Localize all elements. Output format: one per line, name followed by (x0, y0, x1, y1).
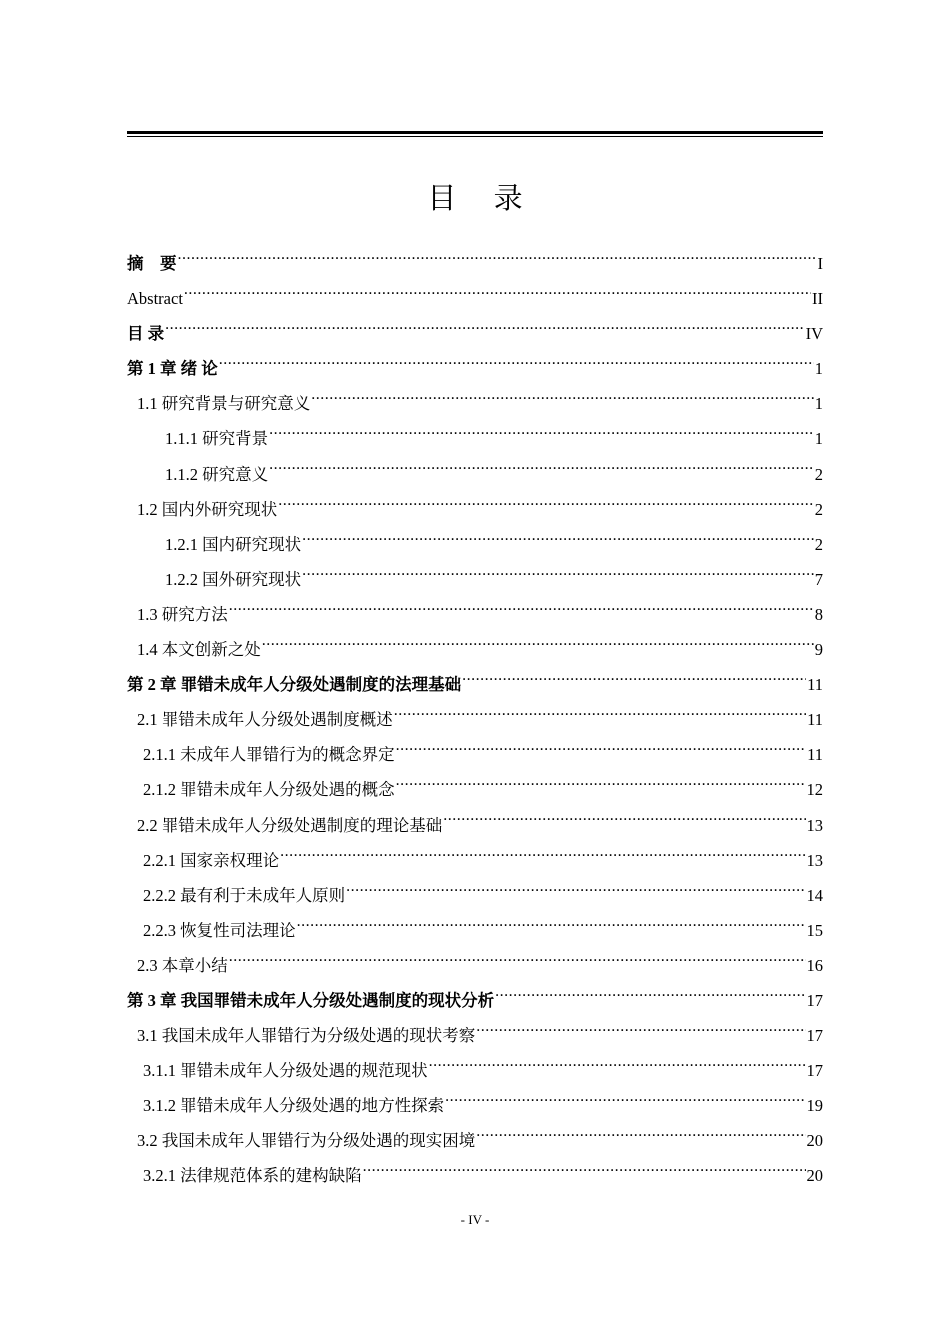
toc-entry[interactable] (127, 527, 823, 562)
toc-entry[interactable] (127, 421, 823, 456)
toc-entry-page-number: 12 (806, 780, 823, 800)
toc-entry-page-number: 2 (814, 499, 823, 519)
toc-entry[interactable] (127, 632, 823, 667)
toc-dot-leader (184, 288, 811, 305)
toc-entry-label: 1.1.2 研究意义 (165, 464, 269, 484)
toc-entry-page-number: 14 (806, 885, 823, 905)
toc-entry-page-number: 13 (806, 850, 823, 870)
toc-entry-label: 2.3 本章小结 (137, 955, 228, 975)
toc-dot-leader (178, 253, 817, 270)
toc-dot-leader (269, 463, 814, 480)
toc-entry[interactable] (127, 702, 823, 737)
toc-entry-label: 3.2 我国未成年人罪错行为分级处遇的现实困境 (137, 1131, 476, 1151)
toc-entry-label: 2.2.1 国家亲权理论 (143, 850, 280, 870)
toc-dot-leader (280, 849, 805, 866)
toc-dot-leader (165, 323, 804, 340)
toc-entry-page-number: 20 (806, 1166, 823, 1186)
toc-entry-page-number: 11 (807, 745, 823, 765)
toc-dot-leader (278, 498, 814, 515)
toc-entry-label: 1.1.1 研究背景 (165, 429, 269, 449)
toc-entry-label: 1.3 研究方法 (137, 604, 228, 624)
toc-entry-label: 2.2.3 恢复性司法理论 (143, 920, 296, 940)
toc-entry-label: 第 2 章 罪错未成年人分级处遇制度的法理基础 (127, 675, 462, 695)
toc-dot-leader (297, 919, 806, 936)
toc-entry-page-number: 17 (806, 990, 823, 1010)
toc-entry-page-number: 1 (814, 429, 823, 449)
toc-entry-label: 3.1.2 罪错未成年人分级处遇的地方性探索 (143, 1096, 445, 1116)
toc-entry[interactable] (127, 843, 823, 878)
toc-entry-page-number: 1 (814, 394, 823, 414)
toc-entry[interactable] (127, 1158, 823, 1193)
toc-entry[interactable] (127, 948, 823, 983)
toc-entry[interactable] (127, 808, 823, 843)
toc-dot-leader (476, 1025, 805, 1042)
toc-dot-leader (346, 884, 805, 901)
toc-dot-leader (476, 1130, 805, 1147)
toc-entry-page-number: 11 (807, 710, 823, 730)
toc-dot-leader (495, 989, 805, 1006)
toc-entry-page-number: 15 (806, 920, 823, 940)
toc-dot-leader (396, 779, 806, 796)
toc-entry-page-number: 20 (806, 1131, 823, 1151)
toc-entry-label: 目 录 (127, 324, 165, 344)
toc-dot-leader (269, 428, 814, 445)
toc-entry-label: 2.1.1 未成年人罪错行为的概念界定 (143, 745, 395, 765)
page-title: 目 录 (427, 181, 537, 215)
toc-entry-label: 1.4 本文创新之处 (137, 640, 261, 660)
toc-dot-leader (262, 639, 814, 656)
toc-entry-page-number: 16 (806, 955, 823, 975)
toc-entry-page-number: I (817, 254, 823, 273)
toc-entry-label: 3.2.1 法律规范体系的建构缺陷 (143, 1166, 362, 1186)
toc-entry-page-number: IV (805, 324, 823, 344)
toc-entry-label: Abstract (127, 289, 183, 309)
toc-entry[interactable] (127, 983, 823, 1018)
toc-entry[interactable] (127, 597, 823, 632)
toc-dot-leader (443, 814, 805, 831)
toc-entry[interactable] (127, 386, 823, 421)
toc-entry-label: 1.1 研究背景与研究意义 (137, 394, 311, 414)
toc-entry-page-number: II (812, 289, 823, 309)
toc-entry[interactable] (127, 492, 823, 527)
toc-dot-leader (462, 674, 806, 691)
toc-dot-leader (311, 393, 814, 410)
toc-entry-label: 1.2 国内外研究现状 (137, 499, 278, 519)
toc-entry-label: 1.2.1 国内研究现状 (165, 534, 302, 554)
toc-dot-leader (302, 568, 814, 585)
toc-entry-label: 第 1 章 绪 论 (127, 359, 218, 379)
toc-entry-label: 2.1.2 罪错未成年人分级处遇的概念 (143, 780, 395, 800)
toc-entry[interactable] (127, 1018, 823, 1053)
toc-dot-leader (394, 709, 806, 726)
toc-dot-leader (396, 744, 806, 761)
toc-entry-page-number: 8 (814, 604, 823, 624)
toc-entry-page-number: 7 (814, 569, 823, 589)
toc-dot-leader (229, 603, 814, 620)
toc-entry-page-number: 19 (806, 1096, 823, 1116)
toc-entry-page-number: 17 (806, 1061, 823, 1081)
toc-entry-page-number: 17 (806, 1026, 823, 1046)
toc-entry-label: 2.2 罪错未成年人分级处遇制度的理论基础 (137, 815, 443, 835)
toc-entry-label: 3.1.1 罪错未成年人分级处遇的规范现状 (143, 1061, 428, 1081)
toc-entry-label: 2.2.2 最有利于未成年人原则 (143, 885, 346, 905)
toc-entry-label: 第 3 章 我国罪错未成年人分级处遇制度的现状分析 (127, 990, 495, 1010)
toc-dot-leader (302, 533, 814, 550)
toc-dot-leader (445, 1095, 805, 1112)
toc-entry[interactable] (127, 1123, 823, 1158)
toc-entry[interactable] (127, 1088, 823, 1123)
toc-entry-page-number: 1 (814, 359, 823, 379)
toc-entry[interactable] (127, 246, 823, 281)
toc-entry[interactable] (127, 913, 823, 948)
toc-entry-label: 2.1 罪错未成年人分级处遇制度概述 (137, 710, 393, 730)
toc-entry[interactable] (127, 667, 823, 702)
header-rule-thick (127, 131, 823, 134)
toc-entry[interactable] (127, 562, 823, 597)
toc-dot-leader (363, 1165, 806, 1182)
table-of-contents (127, 246, 823, 1194)
toc-entry-label: 摘 要 (127, 254, 177, 273)
toc-entry[interactable] (127, 351, 823, 386)
toc-entry[interactable] (127, 772, 823, 807)
toc-entry-page-number: 9 (814, 640, 823, 660)
toc-entry-page-number: 11 (807, 675, 823, 695)
page-number-footer: - IV - (460, 1212, 490, 1227)
toc-entry-page-number: 2 (814, 534, 823, 554)
toc-entry[interactable] (127, 737, 823, 772)
header-rule-thin (127, 136, 823, 137)
toc-entry-label: 3.1 我国未成年人罪错行为分级处遇的现状考察 (137, 1026, 476, 1046)
toc-dot-leader (219, 358, 814, 375)
toc-dot-leader (229, 954, 806, 971)
toc-entry[interactable] (127, 457, 823, 492)
toc-entry[interactable] (127, 1053, 823, 1088)
toc-entry[interactable] (127, 316, 823, 351)
toc-dot-leader (429, 1060, 806, 1077)
toc-entry[interactable] (127, 281, 823, 316)
toc-entry-page-number: 2 (814, 464, 823, 484)
toc-entry-page-number: 13 (806, 815, 823, 835)
toc-entry-label: 1.2.2 国外研究现状 (165, 569, 302, 589)
toc-entry[interactable] (127, 878, 823, 913)
